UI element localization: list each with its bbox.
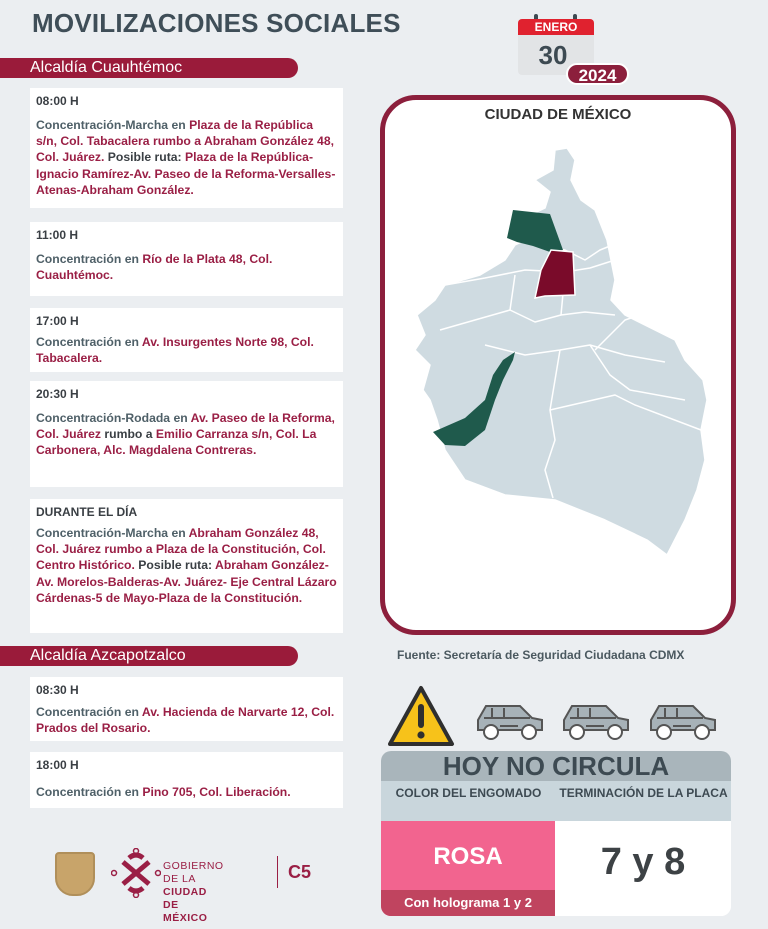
event-description xyxy=(36,704,337,736)
event-card xyxy=(30,752,343,808)
cdmx-shield-logo xyxy=(55,852,95,896)
event-text-segment: Abraham González 48, Col. Juárez rumbo a Plaza de la Constitución, Col. Centro Histórico. xyxy=(36,526,326,573)
car-icon xyxy=(560,700,632,742)
event-text-segment: en xyxy=(170,411,191,425)
event-time: 08:00 H xyxy=(36,94,79,108)
alcaldia-header-azcapotzalco: Alcaldía Azcapotzalco xyxy=(0,646,298,666)
event-description xyxy=(36,251,337,283)
event-time: 17:00 H xyxy=(36,314,79,328)
event-text-segment: Concentración xyxy=(36,705,122,719)
event-text-segment: Concentración-Marcha xyxy=(36,526,169,540)
event-time: 18:00 H xyxy=(36,758,79,772)
event-text-segment: Av. Paseo de la Reforma, Col. Juárez xyxy=(36,411,335,442)
hologram-note: Con holograma 1 y 2 xyxy=(381,890,555,916)
event-text-segment: Concentración-Rodada xyxy=(36,411,171,425)
event-text-segment: Plaza de la República s/n, Col. Tabacalera rumbo a Abraham González 48, Col. Juárez. xyxy=(36,118,335,165)
cdmx-map-panel xyxy=(380,95,736,635)
event-text-segment: Concentración xyxy=(36,252,122,266)
event-card xyxy=(30,308,343,372)
event-text-segment: en xyxy=(168,526,189,540)
event-text-segment: rumbo a xyxy=(101,427,156,442)
event-card xyxy=(30,499,343,633)
event-text-segment: Av. Hacienda de Narvarte 12, Col. Prados del Rosario. xyxy=(36,705,335,736)
engomado-header: COLOR DEL ENGOMADO xyxy=(395,786,542,800)
event-text-segment: en xyxy=(168,118,190,132)
engomado-color: ROSA xyxy=(433,843,503,870)
event-time: 11:00 H xyxy=(36,228,79,242)
event-card xyxy=(30,381,343,487)
event-time: DURANTE EL DÍA xyxy=(36,505,138,519)
event-card xyxy=(30,222,343,296)
calendar-month: ENERO xyxy=(518,19,594,35)
event-time: 08:30 H xyxy=(36,683,79,697)
gov-line1: GOBIERNO DE LA xyxy=(163,860,224,885)
event-text-segment: Río de la Plata 48, Col. Cuauhtémoc. xyxy=(36,252,273,283)
placa-header: TERMINACIÓN DE LA PLACA xyxy=(559,786,728,800)
event-card xyxy=(30,88,343,208)
event-description xyxy=(36,334,337,366)
event-text-segment: Concentración xyxy=(36,785,122,799)
event-description xyxy=(36,525,337,606)
map-base-region xyxy=(415,148,707,555)
cdmx-map xyxy=(385,100,731,630)
calendar-day: 30 xyxy=(518,35,594,75)
calendar-year: 2024 xyxy=(566,63,629,85)
event-text-segment: Pino 705, Col. Liberación. xyxy=(142,785,291,799)
gov-cdmx-wordmark xyxy=(163,860,224,925)
c5-logo: C5 xyxy=(288,862,312,882)
event-description xyxy=(36,117,337,198)
hoy-no-circula-panel xyxy=(381,751,731,916)
gov-line2: CIUDAD DE MÉXICO xyxy=(163,886,208,924)
cdmx-government-logo-icon xyxy=(111,848,161,898)
event-text-segment: Emilio Carranza s/n, Col. La Carbonera, Alc. Magdalena Contreras. xyxy=(36,427,317,458)
event-text-segment: en xyxy=(121,335,142,349)
event-description xyxy=(36,410,337,459)
map-title: CIUDAD DE MÉXICO xyxy=(484,106,632,123)
event-text-segment: Plaza de la República-Ignacio Ramírez-Av. Paseo de la Reforma-Versalles-Atenas-Abraham González. xyxy=(36,150,336,197)
event-description xyxy=(36,784,337,800)
page-title: MOVILIZACIONES SOCIALES xyxy=(32,8,401,38)
event-text-segment: Abraham González-Av. Morelos-Balderas-Av. Juárez- Eje Central Lázaro Cárdenas-5 de Mayo-Plaza de la Constitución. xyxy=(36,558,337,605)
engomado-color-cell xyxy=(381,821,555,916)
event-card xyxy=(30,677,343,741)
alcaldia-header-cuauhtemoc: Alcaldía Cuauhtémoc xyxy=(0,58,298,78)
plate-endings: 7 y 8 xyxy=(555,821,731,916)
event-text-segment: en xyxy=(121,252,143,266)
source-caption: Fuente: Secretaría de Seguridad Ciudadana CDMX xyxy=(397,648,685,662)
car-icon xyxy=(474,700,546,742)
event-text-segment: Posible ruta: xyxy=(134,558,216,573)
event-text-segment: Av. Insurgentes Norte 98, Col. Tabacalera. xyxy=(36,335,314,366)
car-icon xyxy=(647,700,719,742)
event-text-segment: en xyxy=(121,785,143,799)
event-text-segment: Concentración xyxy=(36,335,122,349)
hoy-no-circula-title: HOY NO CIRCULA xyxy=(381,751,731,781)
event-text-segment: Posible ruta: xyxy=(104,150,185,165)
event-text-segment: en xyxy=(121,705,142,719)
event-time: 20:30 H xyxy=(36,387,79,401)
logo-divider xyxy=(277,856,278,888)
event-text-segment: Concentración-Marcha xyxy=(36,118,169,132)
warning-icon xyxy=(386,684,456,750)
